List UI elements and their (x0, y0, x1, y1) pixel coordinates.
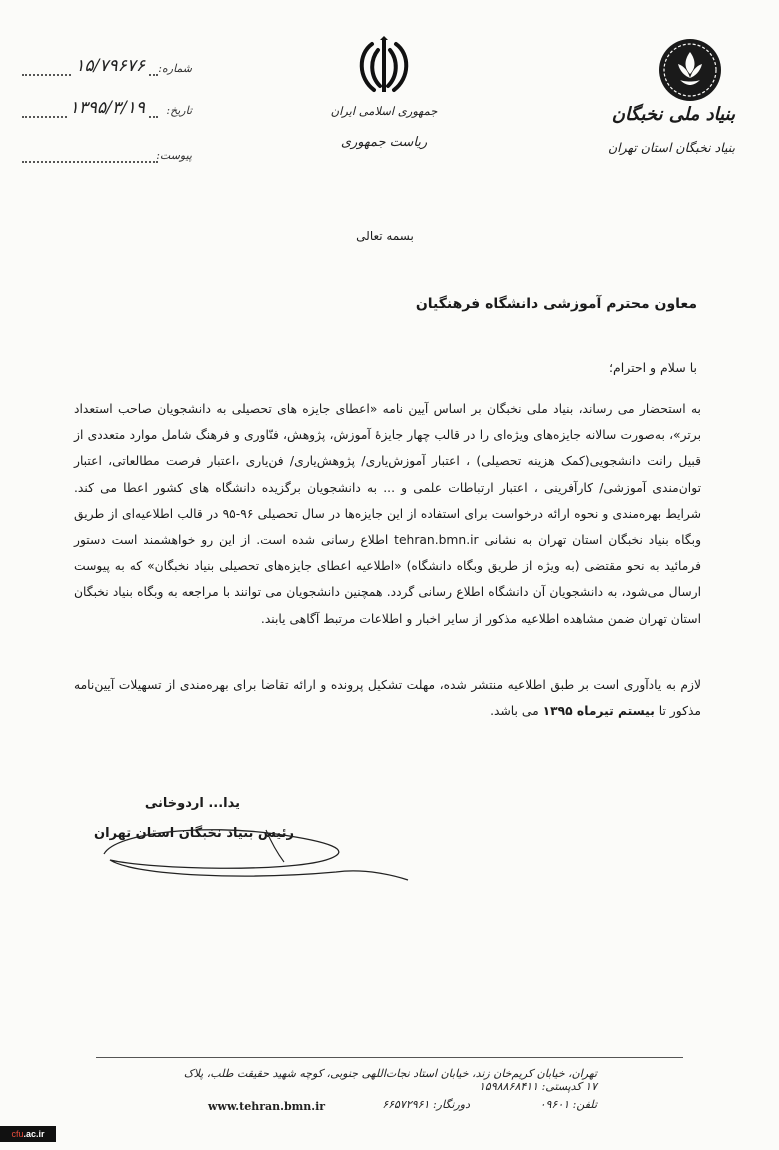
letter-date-label: تاریخ: (166, 104, 192, 117)
footer-address: تهران، خیابان کریم‌خان زند، خیابان استاد نجات‌اللهی جنوبی، کوچه شهید حقیقت طلب، پلاک ۱۷ کدپستی: ۱۵۹۸۸۶۸۴۱۱ (183, 1067, 597, 1093)
letter-attachment-label: پیوست: (156, 149, 192, 162)
bismillah: بسمه تعالی (356, 229, 414, 243)
footer-divider (96, 1057, 683, 1058)
org-name-line2: بنیاد نخبگان استان تهران (607, 140, 735, 155)
letter-date-row (22, 100, 192, 124)
footer-fax: دورنگار: ۶۶۵۷۲۹۶۱ (382, 1098, 470, 1111)
iran-emblem-icon (352, 36, 416, 96)
greeting: با سلام و احترام؛ (609, 360, 697, 375)
bmn-logo-icon (658, 38, 722, 102)
emblem-caption-line2: ریاست جمهوری (340, 135, 428, 150)
letter-number-row (22, 58, 192, 82)
deadline-text-part2: می باشد. (490, 704, 539, 719)
handwritten-signature (96, 810, 416, 890)
deadline-date: بیستم تیرماه ۱۳۹۵ (542, 704, 655, 719)
emblem-caption-line1: جمهوری اسلامی ایران (330, 104, 438, 118)
letter-number-value: ۱۵/۷۹۶۷۶ (72, 56, 148, 76)
letter-attachment-row (22, 145, 192, 169)
paragraph-main: به استحضار می رساند، بنیاد ملی نخبگان بر اساس آیین نامه «اعطای جایزه های تحصیلی به دانشجویان صاحب استعداد برتر»، به‌صورت سالانه جایزه‌های ویژه‌ای را در قالب چهار جایزهٔ آموزش، پژوهش، فنّاوری و فرهنگ شامل موارد متعددی از قبیل رانت دانشجویی(کمک هزینه تحصیلی) ، اعتبار آموزش‌یاری/ پژوهش‌یاری/ فن‌یاری ،اعتبار فرصت مطالعاتی، اعتبار توان‌مندی آموزشی/ کارآفرینی ، اعتبار ارتباطات علمی و ... به دانشجویان برگزیده دانشگاه های کشور اعطا می کند. شرایط بهره‌مندی و نحوه ارائه درخواست برای استفاده از این جایزه‌ها در سال تحصیلی ۹۶-۹۵ در قالب اطلاعیه‌ای از طریق وبگاه بنیاد نخبگان استان تهران به نشانی tehran.bmn.ir اطلاع رسانی شده است. از این رو خواهشمند است دستور فرمائید به نحو مقتضی (به ویژه از طریق وبگاه دانشگاه) «اطلاعیه اعطای جایزه‌های تحصیلی بنیاد نخبگان» که به پیوست ارسال می‌شود، به دانشجویان آن دانشگاه اطلاع رسانی گردد. همچنین دانشجویان می توانند با مراجعه به وبگاه بنیاد نخبگان استان تهران ضمن مشاهده اطلاعیه مذکور از سایر اخبار و اطلاعات مرتبط آگاهی یابند. (74, 402, 702, 626)
footer-phone: تلفن: ۰۹۶۰۱ (539, 1098, 597, 1111)
signatory-title: رئیس بنیاد نخبگان استان تهران (94, 826, 294, 841)
watermark-prefix: cfu (11, 1129, 24, 1139)
addressee: معاون محترم آموزشی دانشگاه فرهنگیان (415, 296, 697, 312)
deadline-text-part1: لازم به یادآوری است بر طبق اطلاعیه منتشر شده، مهلت تشکیل پرونده و ارائه تقاضا برای بهره‌مندی از تسهیلات آیین‌نامه مذکور تا (74, 678, 701, 719)
paragraph-deadline (74, 672, 701, 724)
signatory-name: یدا... اردوخانی (144, 796, 240, 811)
org-name-line1: بنیاد ملی نخبگان (611, 104, 735, 125)
letter-number-label: شماره: (158, 62, 192, 75)
footer-website: www.tehran.bmn.ir (208, 1100, 326, 1113)
watermark-suffix: .ac.ir (23, 1129, 45, 1139)
letter-date-value: ۱۳۹۵/۳/۱۹ (67, 98, 148, 118)
cfu-watermark-badge (0, 1126, 56, 1142)
